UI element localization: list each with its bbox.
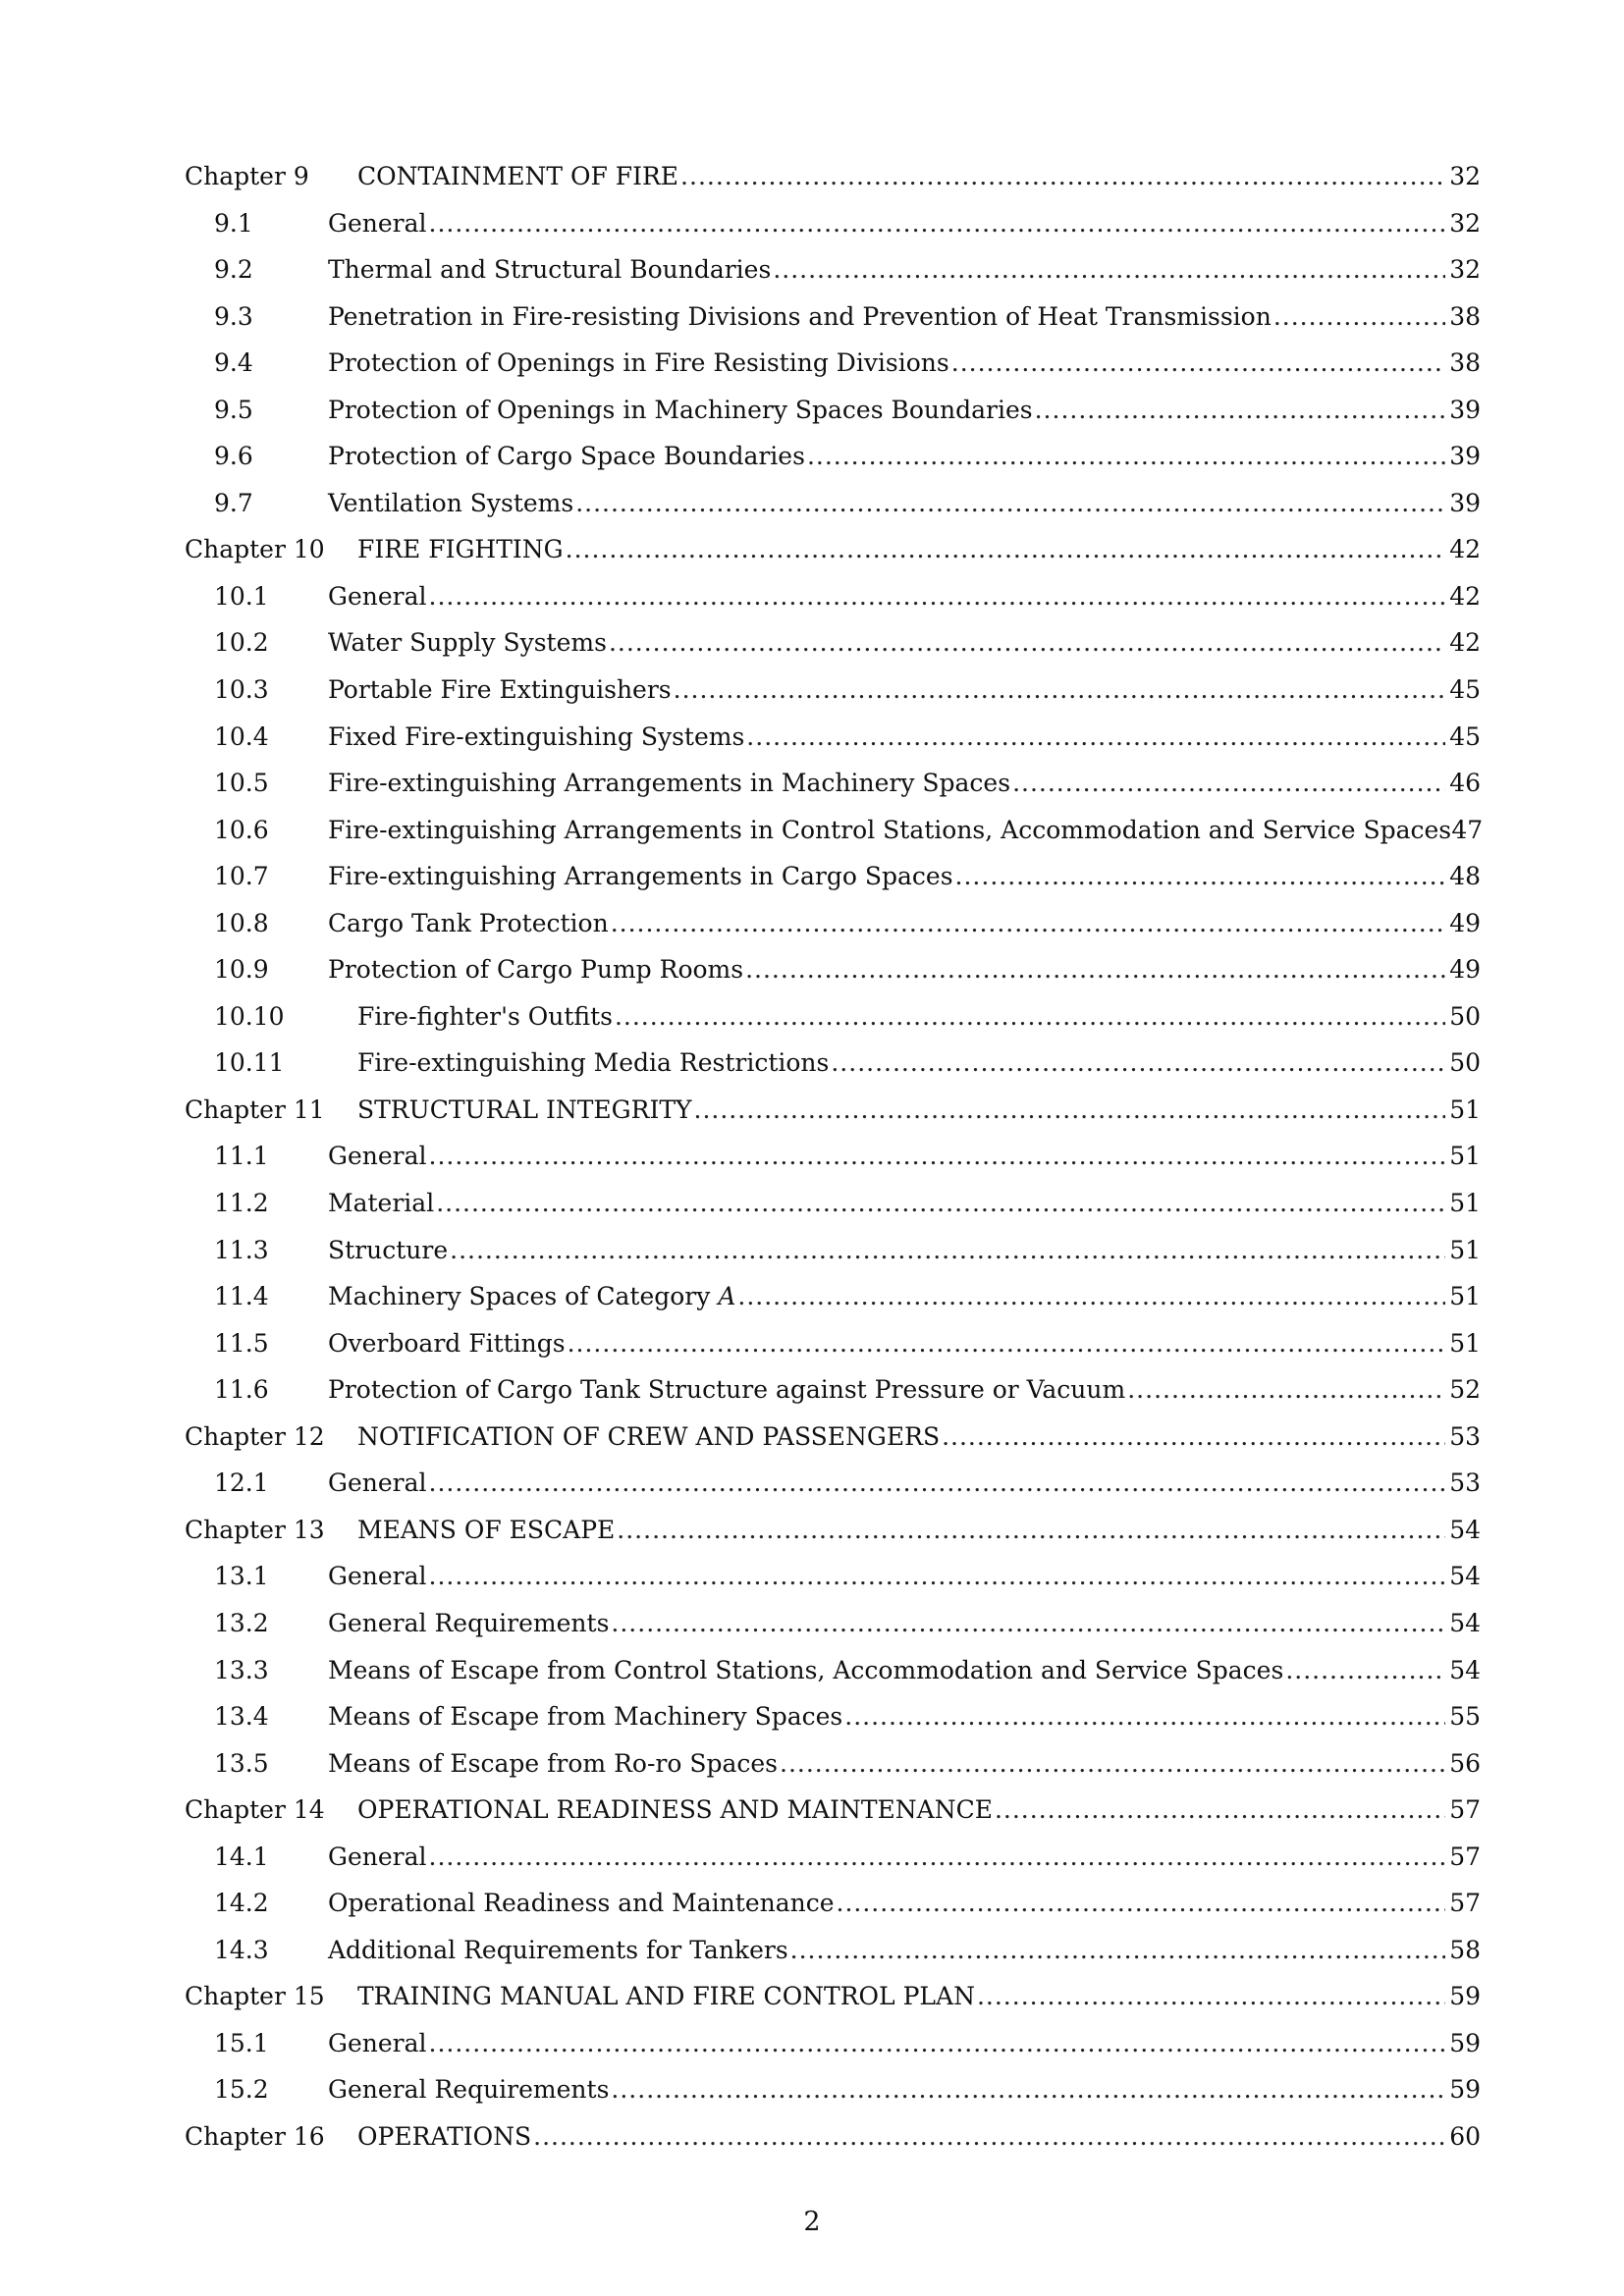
toc-entry-page: 50	[1449, 1001, 1481, 1031]
toc-entry-title: General	[328, 208, 427, 238]
toc-entry-page: 32	[1449, 162, 1481, 190]
toc-entry-title: Protection of Cargo Tank Structure against Pressure or Vacuum	[328, 1375, 1126, 1405]
dot-leader	[450, 1227, 1445, 1274]
toc-entry-page: 47	[1451, 815, 1484, 844]
toc-chapter-entry[interactable]	[185, 1787, 1481, 1834]
toc-entry-number: 10.6	[214, 815, 269, 844]
toc-entry-page: 56	[1449, 1748, 1481, 1778]
toc-entry-page: 60	[1449, 2121, 1481, 2151]
toc-section-entry[interactable]	[185, 993, 1481, 1041]
toc-entry-number: 14.3	[214, 1935, 269, 1964]
toc-entry-page: 58	[1449, 1935, 1481, 1964]
dot-leader	[429, 1553, 1445, 1600]
toc-entry-page: 51	[1449, 1235, 1481, 1264]
toc-entry-title: Operational Readiness and Maintenance	[328, 1889, 835, 1918]
toc-chapter-entry[interactable]	[185, 153, 1481, 200]
toc-entry-title: Thermal and Structural Boundaries	[328, 255, 772, 285]
toc-entry-title: MEANS OF ESCAPE	[357, 1515, 616, 1544]
toc-entry-title: General	[328, 2028, 427, 2057]
dot-leader	[1012, 760, 1445, 807]
dot-leader	[746, 714, 1445, 761]
toc-entry-number: 10.7	[214, 862, 269, 891]
toc-entry-number: 12.1	[214, 1468, 269, 1498]
toc-entry-number: 10.3	[214, 675, 269, 705]
toc-entry-number: 10.4	[214, 721, 269, 751]
toc-entry-number: 15.1	[214, 2028, 269, 2057]
toc-section-entry[interactable]	[185, 714, 1481, 761]
dot-leader	[1127, 1366, 1445, 1414]
table-of-contents	[185, 153, 1484, 2161]
toc-entry-title: Penetration in Fire-resisting Divisions and Prevention of Heat Transmission	[328, 301, 1272, 331]
dot-leader	[575, 480, 1445, 527]
toc-entry-page: 55	[1449, 1702, 1481, 1732]
toc-entry-page: 59	[1449, 1982, 1481, 2011]
toc-entry-page: 50	[1449, 1048, 1481, 1078]
toc-entry-title: Fire-extinguishing Arrangements in Cargo Spaces	[328, 862, 953, 891]
toc-entry-page: 51	[1449, 1328, 1481, 1358]
toc-section-entry[interactable]	[185, 807, 1484, 854]
dot-leader	[429, 1460, 1445, 1507]
dot-leader	[615, 993, 1445, 1041]
toc-entry-title: Machinery Spaces of Category A	[328, 1282, 736, 1311]
toc-entry-page: 49	[1449, 955, 1481, 985]
toc-section-entry[interactable]	[185, 1553, 1481, 1600]
toc-entry-number: 13.2	[214, 1608, 269, 1637]
dot-leader	[609, 619, 1445, 667]
toc-chapter-entry[interactable]	[185, 1507, 1481, 1554]
toc-section-entry[interactable]	[185, 1740, 1481, 1788]
dot-leader	[429, 2020, 1445, 2067]
toc-section-entry[interactable]	[185, 619, 1481, 667]
toc-entry-title: Portable Fire Extinguishers	[328, 675, 672, 705]
toc-entry-number: 11.2	[214, 1189, 269, 1218]
dot-leader	[611, 1600, 1445, 1647]
toc-section-entry[interactable]	[185, 200, 1481, 247]
toc-entry-title: Cargo Tank Protection	[328, 908, 609, 937]
toc-entry-number: Chapter 16	[185, 2121, 325, 2151]
dot-leader	[1273, 294, 1445, 341]
toc-entry-number: 14.1	[214, 1842, 269, 1871]
toc-entry-number: 10.5	[214, 769, 269, 798]
toc-entry-page: 51	[1449, 1142, 1481, 1171]
dot-leader	[611, 900, 1445, 947]
dot-leader	[617, 1507, 1445, 1554]
toc-entry-number: 9.3	[214, 301, 253, 331]
toc-entry-title: General	[328, 581, 427, 611]
toc-entry-title: STRUCTURAL INTEGRITY	[357, 1095, 692, 1124]
dot-leader	[995, 1787, 1445, 1834]
toc-entry-title: Fire-extinguishing Arrangements in Control Stations, Accommodation and Service Spaces	[328, 815, 1452, 844]
dot-leader	[674, 667, 1445, 714]
toc-chapter-entry[interactable]	[185, 526, 1481, 573]
toc-entry-page: 53	[1449, 1421, 1481, 1451]
toc-entry-page: 57	[1449, 1842, 1481, 1871]
toc-section-entry[interactable]	[185, 1040, 1481, 1087]
dot-leader	[533, 2113, 1445, 2161]
toc-entry-title: Material	[328, 1189, 435, 1218]
toc-section-entry[interactable]	[185, 1460, 1481, 1507]
toc-entry-page: 59	[1449, 2075, 1481, 2105]
toc-entry-page: 32	[1449, 255, 1481, 285]
toc-entry-number: 10.8	[214, 908, 269, 937]
toc-entry-title: TRAINING MANUAL AND FIRE CONTROL PLAN	[357, 1982, 975, 2011]
toc-entry-number: 11.4	[214, 1282, 269, 1311]
toc-section-entry[interactable]	[185, 387, 1481, 434]
toc-section-entry[interactable]	[185, 1693, 1481, 1740]
toc-entry-number: 9.2	[214, 255, 253, 285]
dot-leader	[680, 153, 1445, 200]
toc-entry-page: 38	[1449, 301, 1481, 331]
toc-chapter-entry[interactable]	[185, 2113, 1481, 2161]
toc-entry-number: Chapter 14	[185, 1795, 325, 1825]
toc-entry-page: 53	[1449, 1468, 1481, 1498]
toc-section-entry[interactable]	[185, 1320, 1481, 1367]
dot-leader	[951, 340, 1445, 387]
dot-leader	[1035, 387, 1445, 434]
toc-entry-title: Protection of Cargo Pump Rooms	[328, 955, 744, 985]
dot-leader	[745, 946, 1445, 993]
toc-entry-number: 11.5	[214, 1328, 269, 1358]
toc-entry-title: General Requirements	[328, 2075, 610, 2105]
toc-section-entry[interactable]	[185, 1647, 1481, 1694]
toc-section-entry[interactable]	[185, 760, 1481, 807]
toc-entry-number: 10.10	[214, 1001, 285, 1031]
toc-section-entry[interactable]	[185, 1927, 1481, 1974]
dot-leader	[831, 1040, 1445, 1087]
toc-entry-page: 32	[1449, 208, 1481, 238]
toc-entry-page: 54	[1449, 1655, 1481, 1684]
toc-entry-title: Water Supply Systems	[328, 628, 607, 658]
toc-section-entry[interactable]	[185, 480, 1481, 527]
toc-section-entry[interactable]	[185, 294, 1481, 341]
toc-entry-title: General	[328, 1468, 427, 1498]
toc-section-entry[interactable]	[185, 1366, 1481, 1414]
toc-entry-page: 51	[1449, 1095, 1481, 1124]
toc-entry-page: 51	[1449, 1282, 1481, 1311]
toc-entry-number: 14.2	[214, 1889, 269, 1918]
toc-entry-title: General	[328, 1842, 427, 1871]
toc-entry-page: 54	[1449, 1608, 1481, 1637]
toc-entry-number: Chapter 10	[185, 535, 325, 564]
toc-entry-title: Ventilation Systems	[328, 488, 574, 517]
toc-section-entry[interactable]	[185, 946, 1481, 993]
toc-entry-title: General	[328, 1142, 427, 1171]
toc-entry-number: 13.3	[214, 1655, 269, 1684]
dot-leader	[566, 526, 1445, 573]
toc-section-entry[interactable]	[185, 1133, 1481, 1180]
dot-leader	[942, 1414, 1445, 1461]
dot-leader	[436, 1180, 1445, 1227]
toc-section-entry[interactable]	[185, 2020, 1481, 2067]
toc-entry-page: 45	[1449, 721, 1481, 751]
toc-section-entry[interactable]	[185, 1273, 1481, 1320]
dot-leader	[844, 1693, 1445, 1740]
toc-entry-page: 39	[1449, 442, 1481, 471]
toc-entry-number: 10.2	[214, 628, 269, 658]
toc-entry-number: 13.5	[214, 1748, 269, 1778]
toc-section-entry[interactable]	[185, 340, 1481, 387]
dot-leader	[837, 1880, 1445, 1927]
toc-entry-title: Fire-extinguishing Arrangements in Machinery Spaces	[328, 769, 1011, 798]
toc-entry-page: 42	[1449, 581, 1481, 611]
toc-entry-title: Means of Escape from Control Stations, Accommodation and Service Spaces	[328, 1655, 1284, 1684]
toc-entry-page: 39	[1449, 395, 1481, 424]
toc-entry-title: Fixed Fire-extinguishing Systems	[328, 721, 745, 751]
toc-section-entry[interactable]	[185, 900, 1481, 947]
toc-section-entry[interactable]	[185, 1600, 1481, 1647]
toc-entry-page: 48	[1449, 862, 1481, 891]
toc-entry-title: Fire-extinguishing Media Restrictions	[357, 1048, 830, 1078]
toc-entry-title: Means of Escape from Ro-ro Spaces	[328, 1748, 778, 1778]
toc-entry-number: 11.6	[214, 1375, 269, 1405]
toc-chapter-entry[interactable]	[185, 1973, 1481, 2020]
toc-section-entry[interactable]	[185, 1180, 1481, 1227]
toc-entry-page: 39	[1449, 488, 1481, 517]
toc-entry-page: 46	[1449, 769, 1481, 798]
toc-entry-title: Protection of Openings in Fire Resisting Divisions	[328, 348, 949, 378]
toc-entry-number: Chapter 12	[185, 1421, 325, 1451]
toc-entry-title: Structure	[328, 1235, 449, 1264]
toc-section-entry[interactable]	[185, 573, 1481, 620]
toc-entry-page: 38	[1449, 348, 1481, 378]
toc-entry-title: FIRE FIGHTING	[357, 535, 564, 564]
dot-leader	[955, 853, 1445, 900]
toc-entry-number: 9.4	[214, 348, 253, 378]
dot-leader	[611, 2066, 1445, 2113]
toc-section-entry[interactable]	[185, 2066, 1481, 2113]
toc-section-entry[interactable]	[185, 1834, 1481, 1881]
toc-entry-page: 57	[1449, 1795, 1481, 1825]
dot-leader	[773, 246, 1445, 294]
toc-entry-number: Chapter 13	[185, 1515, 325, 1544]
toc-entry-number: 9.7	[214, 488, 253, 517]
toc-entry-page: 49	[1449, 908, 1481, 937]
toc-chapter-entry[interactable]	[185, 1087, 1481, 1134]
toc-entry-page: 54	[1449, 1562, 1481, 1591]
dot-leader	[1285, 1647, 1445, 1694]
toc-entry-number: 13.4	[214, 1702, 269, 1732]
toc-entry-number: 10.9	[214, 955, 269, 985]
dot-leader	[780, 1740, 1445, 1788]
toc-entry-number: 11.3	[214, 1235, 269, 1264]
dot-leader	[429, 573, 1445, 620]
dot-leader	[568, 1320, 1445, 1367]
toc-entry-title: General	[328, 1562, 427, 1591]
toc-entry-number: 11.1	[214, 1142, 269, 1171]
toc-entry-title: OPERATIONAL READINESS AND MAINTENANCE	[357, 1795, 993, 1825]
toc-entry-number: Chapter 11	[185, 1095, 325, 1124]
toc-entry-number: 9.1	[214, 208, 253, 238]
toc-entry-title: Additional Requirements for Tankers	[328, 1935, 788, 1964]
toc-entry-number: 10.1	[214, 581, 269, 611]
toc-entry-title: CONTAINMENT OF FIRE	[357, 162, 679, 190]
toc-entry-number: Chapter 9	[185, 162, 309, 190]
toc-entry-number: 9.5	[214, 395, 253, 424]
dot-leader	[429, 1133, 1445, 1180]
toc-section-entry[interactable]	[185, 246, 1481, 294]
toc-section-entry[interactable]	[185, 1227, 1481, 1274]
toc-section-entry[interactable]	[185, 433, 1481, 480]
toc-entry-page: 54	[1449, 1515, 1481, 1544]
dot-leader	[737, 1273, 1445, 1320]
toc-entry-number: 13.1	[214, 1562, 269, 1591]
page-number: 2	[803, 2207, 821, 2237]
toc-entry-page: 42	[1449, 628, 1481, 658]
toc-section-entry[interactable]	[185, 853, 1481, 900]
toc-entry-title: NOTIFICATION OF CREW AND PASSENGERS	[357, 1421, 941, 1451]
dot-leader	[807, 433, 1445, 480]
toc-entry-number: 10.11	[214, 1048, 285, 1078]
toc-entry-page: 57	[1449, 1889, 1481, 1918]
toc-entry-page: 42	[1449, 535, 1481, 564]
toc-entry-title: Protection of Openings in Machinery Spaces Boundaries	[328, 395, 1033, 424]
toc-entry-title: Overboard Fittings	[328, 1328, 566, 1358]
dot-leader	[694, 1087, 1445, 1134]
toc-entry-page: 59	[1449, 2028, 1481, 2057]
toc-entry-number: Chapter 15	[185, 1982, 325, 2011]
toc-entry-title: Fire-fighter's Outfits	[357, 1001, 613, 1031]
toc-chapter-entry[interactable]	[185, 1414, 1481, 1461]
dot-leader	[790, 1927, 1445, 1974]
toc-entry-title: Protection of Cargo Space Boundaries	[328, 442, 805, 471]
dot-leader	[429, 200, 1445, 247]
dot-leader	[429, 1834, 1445, 1881]
toc-entry-title: General Requirements	[328, 1608, 610, 1637]
toc-entry-title: OPERATIONS	[357, 2121, 532, 2151]
toc-entry-number: 9.6	[214, 442, 253, 471]
toc-entry-title: Means of Escape from Machinery Spaces	[328, 1702, 843, 1732]
toc-entry-page: 51	[1449, 1189, 1481, 1218]
toc-section-entry[interactable]	[185, 667, 1481, 714]
toc-entry-page: 45	[1449, 675, 1481, 705]
toc-entry-page: 52	[1449, 1375, 1481, 1405]
dot-leader	[977, 1973, 1445, 2020]
toc-section-entry[interactable]	[185, 1880, 1481, 1927]
toc-entry-number: 15.2	[214, 2075, 269, 2105]
